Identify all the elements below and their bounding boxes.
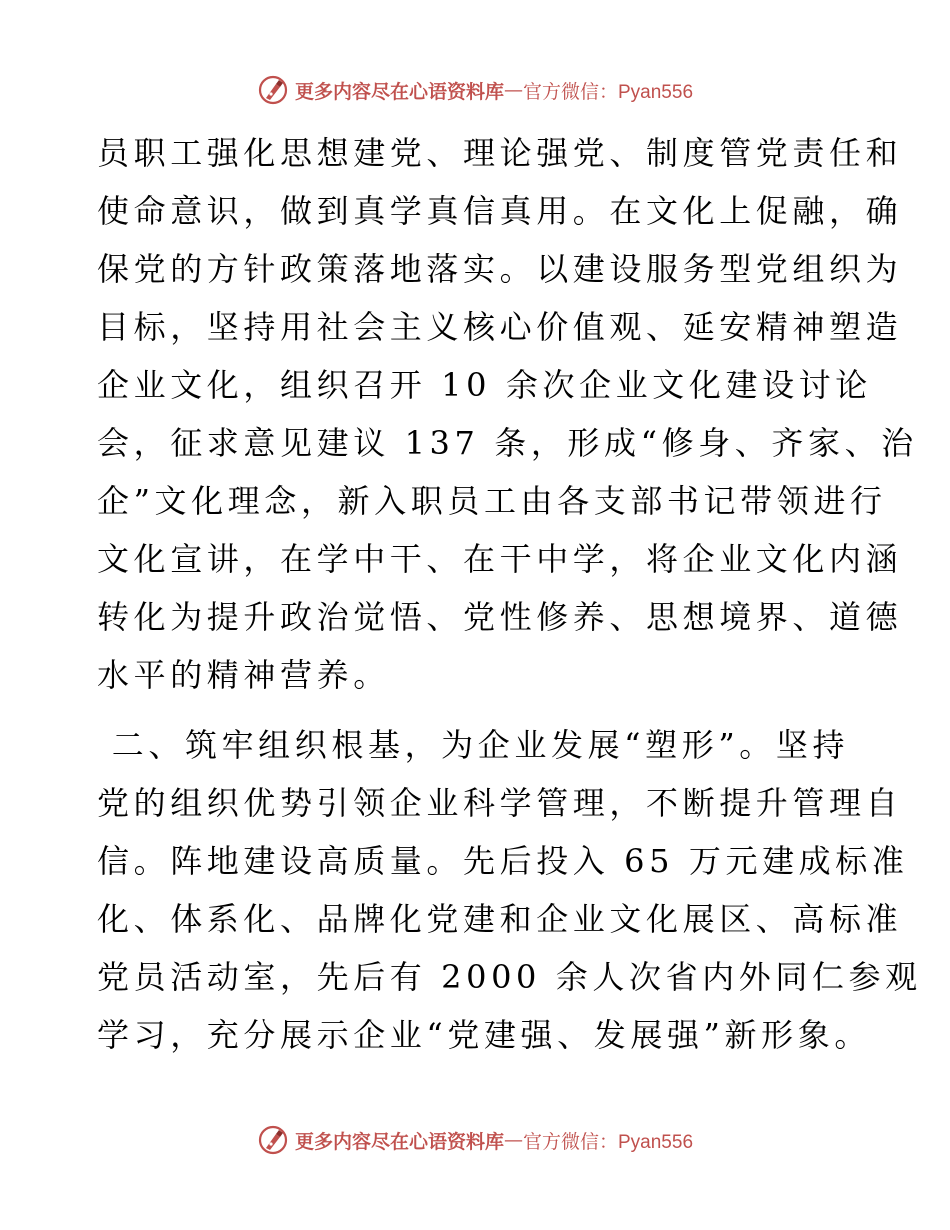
footer-banner [0,1120,950,1160]
banner-brand-text: 更多内容尽在心语资料库 [294,1130,504,1153]
text-line: 目标，坚持用社会主义核心价值观、延安精神塑造 [97,308,903,346]
text-line: 二、筑牢组织根基，为企业发展“塑形”。坚持 [97,726,850,764]
text-line: 党的组织优势引领企业科学管理，不断提升管理自 [97,784,903,822]
banner-brand-text: 更多内容尽在心语资料库 [294,80,504,103]
pen-nib-logo-icon [257,74,289,106]
text-line: 转化为提升政治觉悟、党性修养、思想境界、道德 [97,598,903,636]
text-line: 党员活动室，先后有 2000 余人次省内外同仁参观 [97,958,922,996]
text-line: 水平的精神营养。 [97,656,390,694]
text-line: 文化宣讲，在学中干、在干中学，将企业文化内涵 [97,540,903,578]
text-line: 使命意识，做到真学真信真用。在文化上促融，确 [97,192,903,230]
text-line: 保党的方针政策落地落实。以建设服务型党组织为 [97,250,903,288]
paragraph-1 [97,124,918,704]
header-banner [0,70,950,110]
text-line: 会，征求意见建议 137 条，形成“修身、齐家、治 [97,424,918,462]
document-body [97,124,922,1064]
pen-nib-logo-icon [257,1124,289,1156]
paragraph-gap [97,704,857,716]
banner-separator: — [504,1129,523,1151]
text-line: 信。阵地建设高质量。先后投入 65 万元建成标准 [97,842,909,880]
text-line: 企”文化理念，新入职员工由各支部书记带领进行 [97,482,887,520]
text-line: 学习，充分展示企业“党建强、发展强”新形象。 [97,1016,871,1054]
banner-wechat-text: 官方微信：Pyan556 [523,81,694,103]
banner-wechat-text: 官方微信：Pyan556 [523,1131,694,1153]
text-line: 企业文化，组织召开 10 余次企业文化建设讨论 [97,366,872,404]
text-line: 员职工强化思想建党、理论强党、制度管党责任和 [97,134,903,172]
banner-separator: — [504,79,523,101]
paragraph-2 [97,716,922,1064]
text-line: 化、体系化、品牌化党建和企业文化展区、高标准 [97,900,903,938]
